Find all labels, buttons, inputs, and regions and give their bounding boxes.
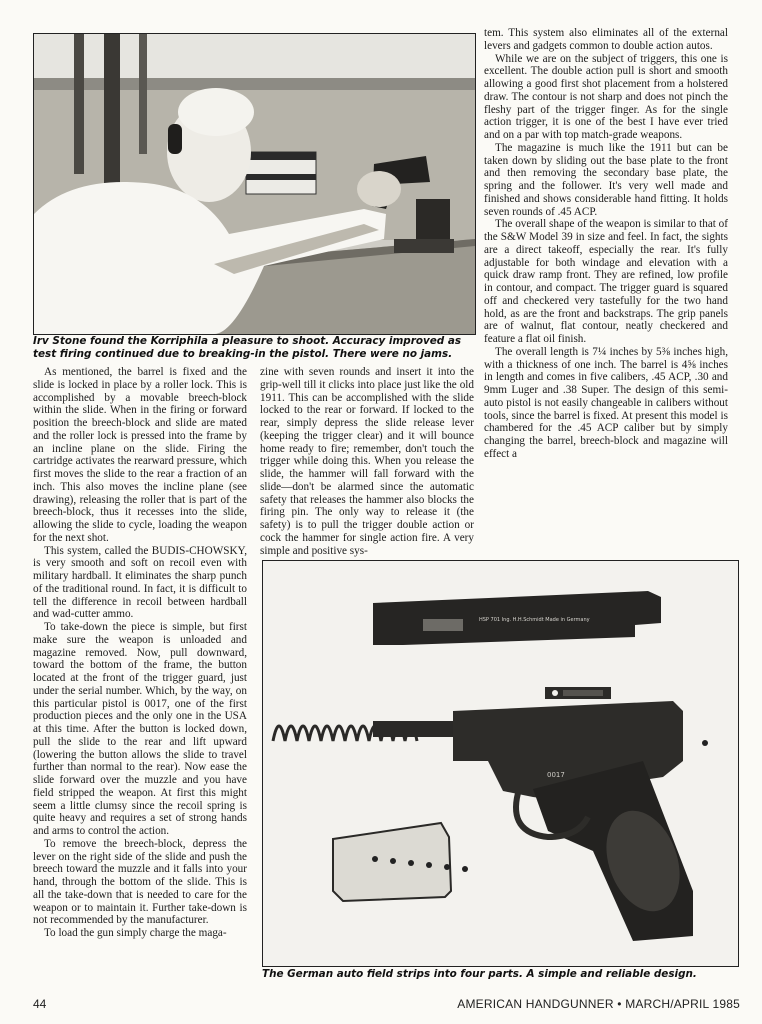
slide-marking: HSP 701 Ing. H.H.Schmidt Made in Germany (479, 617, 590, 623)
paragraph: To take-down the piece is simple, but first make sure the weapon is unloaded and magazine removed. Now, pull downward, toward the bottom of the frame, the button located at the front of the trigger guard, just under the serial number. Which, by the way, on this particular pistol is 0017, one of the first production pieces and the only one in the USA at this time. After the button is locked down, pull the slide to the rear and lift upward (lowering the button allows the slide to travel further than normal to the rear). Now ease the slide forward over the muzzle and you have field stripped the weapon. At first this might seem a little clumsy since the recoil spring is quite heavy and requires a set of strong hands and arms to control the action. (33, 621, 247, 837)
running-footer: AMERICAN HANDGUNNER • MARCH/APRIL 1985 (457, 997, 740, 1011)
paragraph: zine with seven rounds and insert it into the grip-well till it clicks into place just like the old 1911. This can be accomplished with the slide locked to the rear or forward. If locked to the rear, simply depress the slide release lever (keeping the trigger clear) and it will bounce home ready to fire; remember, don't touch the trigger while doing this. When you release the slide, the hammer will fall forward with the slide—don't be alarmed since the automatic safety that releases the hammer also blocks the firing pin. The only way to release it (the safety) is to pull the trigger double action or cock the hammer for single action fire. A very simple and positive sys- (260, 366, 474, 557)
article-column-3 (484, 27, 728, 461)
breech-block-part (545, 687, 611, 699)
page-number: 44 (33, 997, 47, 1011)
paragraph: While we are on the subject of triggers, this one is excellent. The double action pull is short and smooth allowing a good first shot placement from a holstered draw. The contour is not sharp and does not pinch the fleshy part of the trigger finger. As for the single action trigger, it is one of the best I have ever tried and on a par with top match-grade weapons. (484, 52, 728, 141)
paragraph: To load the gun simply charge the maga- (44, 927, 227, 939)
paragraph: tem. This system also eliminates all of the external levers and gadgets common to double action autos. (484, 27, 728, 52)
article-column-2 (260, 366, 474, 557)
article-column-1 (33, 366, 247, 940)
paragraph: The magazine is much like the 1911 but can be taken down by sliding out the base plate to the front and then removing the secondary base plate, the spring and the follower. It's very well made and finished and shows considerable hand fitting. It holds seven rounds of .45 ACP. (484, 141, 728, 218)
photo-caption: Irv Stone found the Korriphila a pleasure to shoot. Accuracy improved as test firing continued due to breaking-in the pistol. There were no jams. (33, 335, 462, 360)
paragraph: This system, called the BUDIS-CHOWSKY, is very smooth and soft on recoil even with military hardball. It eliminates the sharp punch of the traditional round. In fact, it is difficult to tell the difference in recoil between hardball and wad-cutter ammo. (33, 544, 247, 621)
shooting-photo (33, 33, 476, 335)
field-strip-photo (262, 560, 739, 967)
paragraph: To remove the breech-block, depress the lever on the right side of the slide and push the breech toward the muzzle and it falls into your hand, through the bottom of the slide. This is all the take-down that is needed to care for the weapon or to maintain it. Further take-down is not recommended by the manufacturer. (33, 837, 247, 927)
paragraph: As mentioned, the barrel is fixed and the slide is locked in place by a roller lock. This is accomplished by a movable breech-block within the slide. When in the firing or forward position the breech-block and slide are mated and the roller lock is pressed into the frame by an incline plane on the slide. Firing the cartridge activates the rearward pressure, which first moves the slide to the rear a fraction of an inch. This also moves the incline plane (see drawing), releasing the roller that is part of the breech-block, thus it recesses into the slide, allowing the slide to cycle, loading the weapon for the next shot. (33, 366, 247, 544)
paragraph: The overall length is 7¼ inches by 5⅜ inches high, with a thickness of one inch. The barrel is 4⅝ inches in length and comes in five calibers, .45 ACP, .30 and 9mm Luger and .38 Super. The design of this semi-auto pistol is not easily changeable in calibers without tools, since the barrel is fixed. At present this model is chambered for the .45 ACP caliber but by simply changing the barrel, breech-block and magazine will effect a (484, 345, 728, 460)
photo-caption: The German auto field strips into four parts. A simple and reliable design. (262, 968, 697, 980)
shooting-photo-image (34, 34, 475, 334)
field-strip-image (263, 561, 738, 966)
paragraph: The overall shape of the weapon is similar to that of the S&W Model 39 in size and feel. In fact, the sights are a direct takeoff, especially the rear. It's fully adjustable for both windage and elevation with a quick draw ramp front. They are refined, low profile in contour, and compact. The trigger guard is squared off and checkered very tastefully for the two hand hold, as are the front and backstraps. The grip panels are of walnut, flat contour, neatly checkered and feature a flat oil finish. (484, 218, 729, 345)
frame-serial: 0017 (547, 771, 565, 779)
